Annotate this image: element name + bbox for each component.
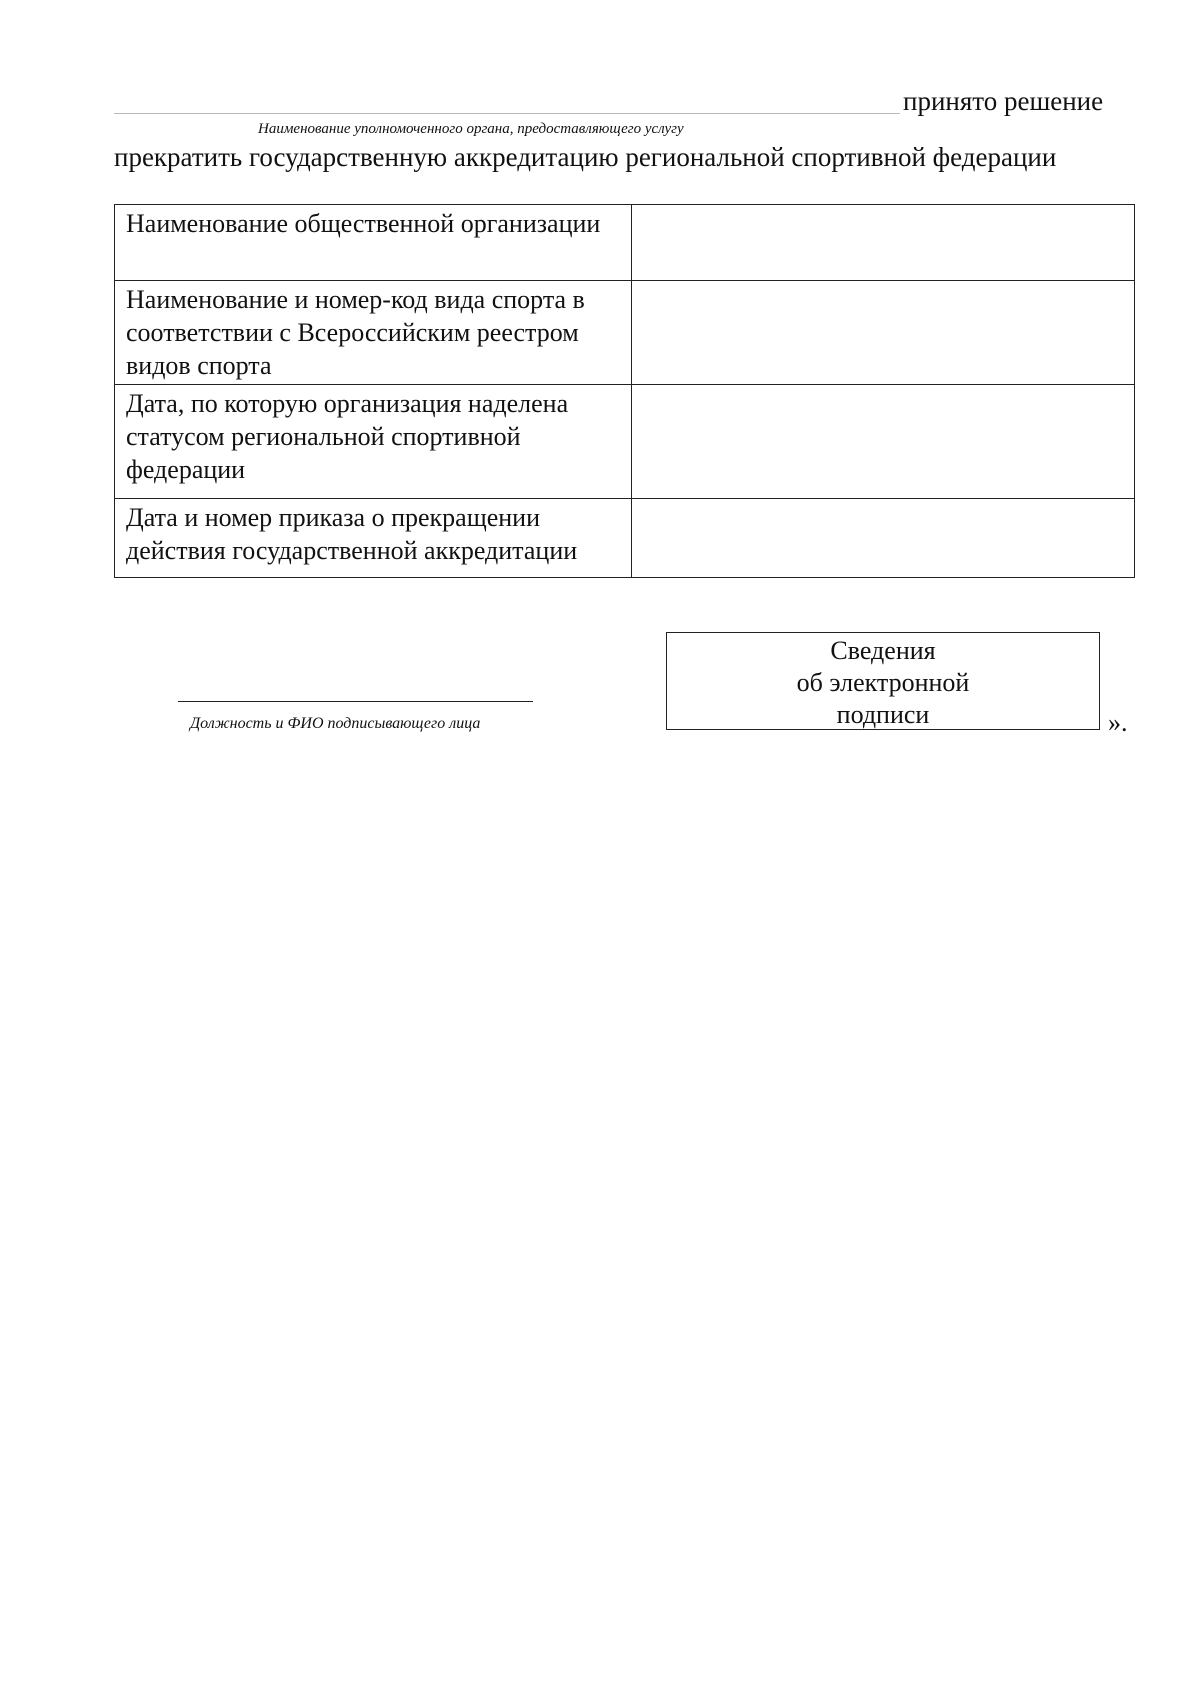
table-row xyxy=(115,499,1135,578)
federation-info-table xyxy=(114,204,1135,578)
esign-line: об электронной xyxy=(796,668,970,697)
signatory-line xyxy=(178,701,533,702)
authority-name-caption: Наименование уполномоченного органа, предоставляющего услугу xyxy=(258,121,684,137)
row-label-termination-order: Дата и номер приказа о прекращении действия государственной аккредитации xyxy=(115,499,632,578)
table-row xyxy=(115,205,1135,281)
table-row xyxy=(115,281,1135,385)
table-row xyxy=(115,385,1135,499)
row-value-status-date xyxy=(632,385,1135,499)
row-label-sport-name-code: Наименование и номер-код вида спорта в соответствии с Всероссийским реестром видов спорта xyxy=(115,281,632,385)
row-label-organization-name: Наименование общественной организации xyxy=(115,205,632,281)
esign-line: подписи xyxy=(836,700,930,729)
signatory-caption: Должность и ФИО подписывающего лица xyxy=(190,715,481,732)
row-value-termination-order xyxy=(632,499,1135,578)
decision-label: принято решение xyxy=(903,86,1104,116)
row-value-sport-name-code xyxy=(632,281,1135,385)
row-label-status-date: Дата, по которую организация наделена статусом региональной спортивной федерации xyxy=(115,385,632,499)
closing-quote: ». xyxy=(1108,708,1128,737)
electronic-signature-box xyxy=(666,632,1100,730)
authority-name-line xyxy=(114,113,900,114)
row-value-organization-name xyxy=(632,205,1135,281)
decision-statement: прекратить государственную аккредитацию региональной спортивной федерации xyxy=(114,142,1057,172)
esign-line: Сведения xyxy=(830,636,936,665)
